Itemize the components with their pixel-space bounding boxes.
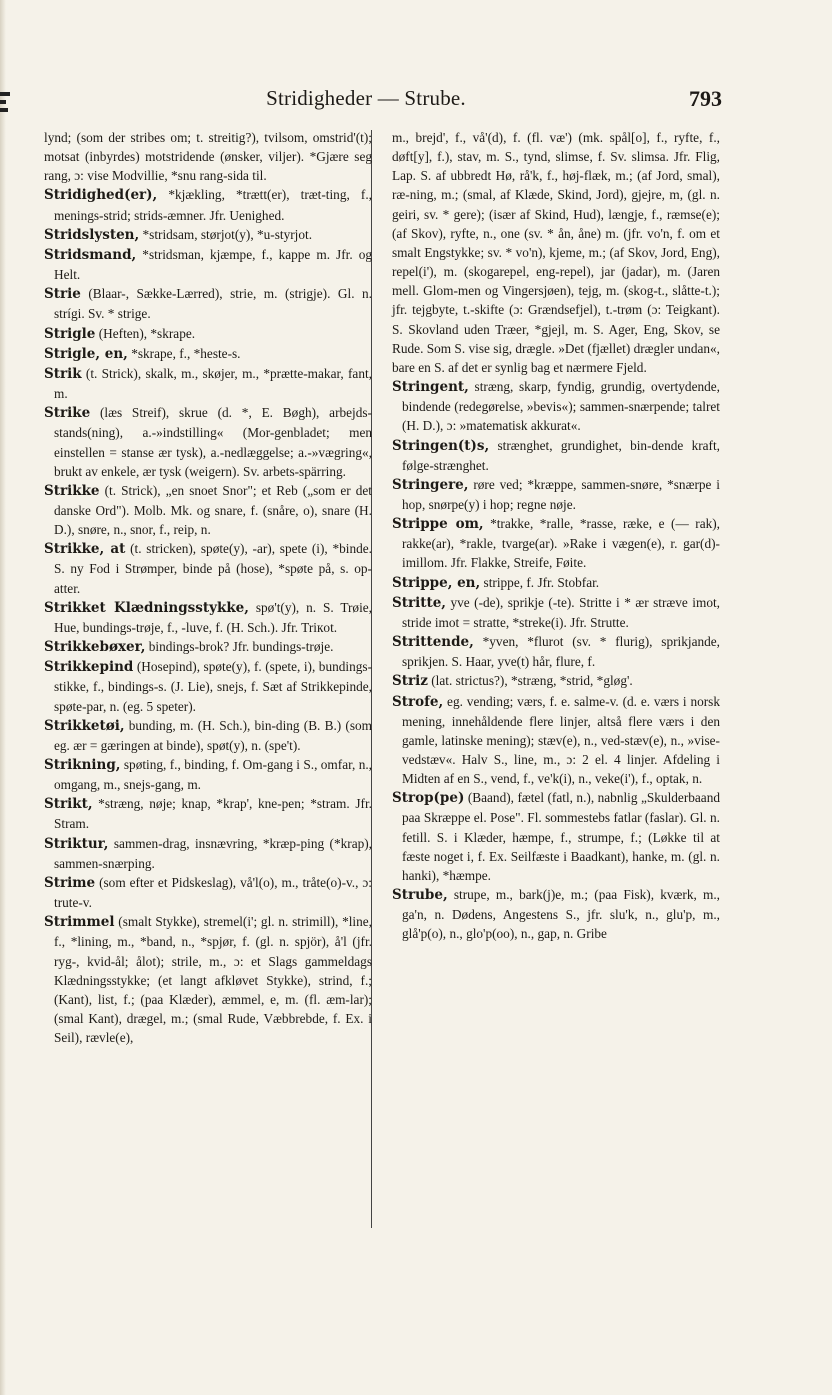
dictionary-entry <box>392 573 720 593</box>
definition-text: sammen-drag, insnævring, *kræp-ping (*krap), sammen-snærping. <box>54 835 372 871</box>
dictionary-entry <box>44 794 372 833</box>
dictionary-entry <box>44 539 372 597</box>
definition-text: *yven, *flurot (sv. * flurig), sprikjande, sprikjen. S. Haar, yve(t) hår, flure, f. <box>402 634 720 670</box>
page-header <box>0 86 832 116</box>
headword: Strike <box>44 405 91 422</box>
headword: Strittende, <box>392 634 474 651</box>
headword: Stridslysten, <box>44 226 140 243</box>
definition-text: (Hosepind), spøte(y), f. (spete, i), bundings-stikke, f., bindings-s. (J. Lie), snejs, f. Sæt af Strikkepinde, spøte-par, n. (eg. 5 speter). <box>54 659 372 714</box>
headword: Strikt, <box>44 796 93 813</box>
headword: Strigle, en, <box>44 345 128 362</box>
definition-text: (t. Strick), skalk, m., skøjer, m., *prætte-makar, fant, m. <box>54 365 372 402</box>
dictionary-entry <box>44 834 372 873</box>
definition-text: m., brejd', f., vå'(d), f. (fl. væ') (mk. spål[o], f., ryfte, f., døft[y], f.), stav, m. S., tynd, slimse, f. Sv. slimsa. Jfr. Flig, Lap. S. af ubbredt Hø, rå'k, f., høj-flæk, m.; (af Jord, smal), ræ-ning, m.; (smal, af Klæde, Skind, Jord), gjejre, m, (gl. n. geiri, sv. * gere); (især af Skind, Hud), længje, f., ræmse(e); (af Skov), ryfte, n., one (sv. * ån, åne) m. (jfr. vo'n, f. om et smalt Engstykke; sv. * vo'n), kjeme, m.; (af Skov, Jord, Eng), repel(i'), m. (skogarepel, eng-repel), jar (jadar), m. (Jaren mell. Glom-men og Vingersjøen), tejg, m. (skog-t., slåtte-t.); jfr. tejgbyte, t.-skifte (ɔ: Grændsefjel), t.-trøm (ɔ: Teigkant). S. Skovland uden Træer, *gjejl, m. S. Ager, Eng, Skov, se Rude. Som S. vise sig, drægle. »Det (fjællet) drægler undan«, bare en S. af det er synlig bag et nærmere Fjeld. <box>392 130 720 375</box>
dictionary-entry <box>392 436 720 475</box>
dictionary-entry <box>44 225 372 245</box>
headword: Strik <box>44 365 82 382</box>
definition-text: bunding, m. (H. Sch.), bin-ding (B. B.) (som eg. ær = gæringen at binde), spøt(y), n. (spe't). <box>54 717 372 753</box>
headword: Strippe om, <box>392 516 484 533</box>
definition-text: strupe, m., bark(j)e, m.; (paa Fisk), kværk, m., ga'n, n. Dødens, Angestens S., jfr. slu'k, n., glu'p, m., glå'p(o), n., glo'p(oo), n., gap, n. Gribe <box>402 887 720 942</box>
headword: Strikkepind <box>44 659 134 676</box>
dictionary-entry <box>392 692 720 789</box>
definition-text: eg. vending; værs, f. e. salme-v. (d. e. værs i norsk mening, innehåldende flere linjer, altså flere værs i den gamle, latinske mening); stæv(e), n., ved-stæv(e), n., »vise-vedstæv«. Halv S., line, m., ɔ: 2 el. 4 linjer. Afdeling i Midten af en S., vend, f., ve'k(i), n., veke(i'), f., optak, n. <box>402 693 720 787</box>
definition-text: (t. Strick), „en snoet Snor"; et Reb („som er det danske Ord"). Molb. Mk. og snare, f. (snåre, o), snare (H. D.), snøre, n., snor, f., reip, n. <box>54 482 372 538</box>
headword: Strofe, <box>392 693 444 710</box>
running-title: Stridigheder — Strube. <box>266 86 466 110</box>
headword: Striz <box>392 673 428 690</box>
definition-text: spø't(y), n. S. Trøie, Hue, bundings-trøje, f., -luve, f. (H. Sch.). Jfr. Triкot. <box>54 599 372 635</box>
dictionary-entry <box>44 755 372 794</box>
headword: Stringere, <box>392 476 469 493</box>
headword: Strikketøi, <box>44 717 125 734</box>
dictionary-entry <box>392 593 720 632</box>
headword: Strigle <box>44 325 96 342</box>
definition-text: *trakke, *ralle, *rasse, ræke, e (— rak), rakke(ar), *rakle, tvarge(ar). »Rake i vægen(e), r. gar(d)-imillom. Jfr. Flakke, Streife, Føite. <box>402 516 721 571</box>
headword: Strikket Klædningsstykke, <box>44 599 249 616</box>
headword: Strie <box>44 286 81 303</box>
dictionary-entry <box>392 788 720 885</box>
definition-text: (lat. strictus?), *stræng, *strid, *gløg'. <box>427 673 633 689</box>
dictionary-entry <box>44 324 372 344</box>
dictionary-entry <box>44 873 372 912</box>
headword: Striktur, <box>44 835 109 852</box>
headword: Strube, <box>392 887 448 904</box>
headword: Strikke <box>44 482 100 499</box>
definition-text: *stridsman, kjæmpe, f., kappe m. Jfr. og Helt. <box>54 246 372 283</box>
definition-text: (som efter et Pidskeslag), vå'l(o), m., tråte(o)-v., ɔ: trute-v. <box>54 874 372 911</box>
definition-text: lynd; (som der stribes om; t. streitig?), tvilsom, omstrid'(t); motsat (inbyrdes) motstridende (ønsker, viljer). *Gjære seg rang, ɔ: vise Modvillie, *snu rang-sida til. <box>44 130 372 184</box>
headword: Stridsmand, <box>44 246 137 263</box>
headword: Strikning, <box>44 757 121 773</box>
definition-text: *kjækling, *trætt(er), træt-ting, f., menings-strid; strids-æmner. Jfr. Uenighed. <box>54 187 372 223</box>
definition-text: (læs Streif), skrue (d. *, E. Bøgh), arbejds-stands(ning), a.-»indstilling« (Mor-genbladet; men einstellen = stanse ær tysk), a.-nedlæggelse; a.-»vægring«, brukt av enkele, ær tysk (weigern). Sv. arbets-spärring. <box>54 405 372 479</box>
definition-text: spøting, f., binding, f. Om-gang i S., omfar, n., omgang, m., snejs-gang, m. <box>54 757 372 793</box>
right-column <box>392 128 720 944</box>
dictionary-entry <box>44 481 372 539</box>
definition-text: *stridsam, størjot(y), *u-styrjot. <box>139 226 313 242</box>
definition-text: *skrape, f., *heste-s. <box>127 345 241 361</box>
dictionary-entry <box>392 514 720 572</box>
definition-text: (t. stricken), spøte(y), -ar), spete (i), *binde. S. ny Fod i Strømper, binde på (hose), *spøte på, s. op-atter. <box>54 541 372 596</box>
dictionary-entry <box>392 632 720 671</box>
dictionary-entry <box>392 475 720 514</box>
dictionary-entry <box>392 885 720 943</box>
definition-text: yve (-de), sprikje (-te). Stritte i * ær stræve imot, stride imot = stratte, *streke(i). Jfr. Strutte. <box>402 594 720 630</box>
headword: Strikke, at <box>44 541 126 558</box>
dictionary-entry <box>44 598 372 637</box>
headword: Stridighed(er), <box>44 187 158 204</box>
dictionary-entry <box>44 245 372 284</box>
dictionary-entry <box>44 185 372 224</box>
definition-text: røre ved; *kræppe, sammen-snøre, *snærpe i hop, snørpe(y) i hop; regne nøje. <box>402 476 720 512</box>
definition-text: *stræng, nøje; knap, *krap', kne-pen; *stram. Jfr. Stram. <box>54 796 372 832</box>
dictionary-entry <box>44 403 372 481</box>
definition-text: stræng, skarp, fyndig, grundig, overtydende, bindende (redegørelse, »bevis«); sammen-snærpende; talret (H. D.), ɔ: »matematisk akkurat«. <box>402 379 720 434</box>
definition-text: strænghet, grundighet, bin-dende kraft, følge-strænghet. <box>402 437 720 473</box>
headword: Strime <box>44 874 96 891</box>
definition-text: bindings-brok? Jfr. bundings-trøje. <box>145 639 334 655</box>
page-edge <box>0 0 6 1395</box>
definition-text: strippe, f. Jfr. Stobfar. <box>480 574 600 590</box>
dictionary-entry <box>44 284 372 323</box>
dictionary-entry <box>44 637 372 657</box>
headword: Strikkebøxer, <box>44 639 146 656</box>
entry-continuation <box>392 128 720 377</box>
headword: Strop(pe) <box>392 790 465 807</box>
definition-text: (Baand), fætel (fatl, n.), nabnlig „Skulderbaand paa Skræppe el. Pose". Fl. sommestebs fatlar (faslar). Gl. n. fetill. S. i Klæder, hæmpe, f., strumpe, f.; (Løkke til at fæste noget i, f. Ex. Seilfæste i Baadkant), hanke, m. (gl. n. hanki), *hæmpe. <box>402 790 720 883</box>
entry-continuation <box>44 128 372 185</box>
dictionary-entry <box>392 377 720 435</box>
dictionary-entry <box>44 364 372 403</box>
headword: Stritte, <box>392 594 446 611</box>
headword: Stringent, <box>392 379 469 396</box>
definition-text: (smalt Stykke), stremel(i'; gl. n. strimill), *line, f., *lining, m., *band, n., *spjør, f. (gl. n. spjör), å'l (jfr. ryg-, kvid-ål; ålot); strile, m., ɔ: et Slags gammeldags Klædningsstykke; (et langt afkløvet Stykke), strind, f.; (Kant), list, f.; (paa Klæder), æmmel, e, m. (fl. æm-lar); (smal Kant), drægel, m.; (smal Rude, Væbbrebde, f. Ex. i Seil), rævle(e), <box>54 914 372 1046</box>
headword: Strippe, en, <box>392 574 481 591</box>
headword: Stringen(t)s, <box>392 437 490 454</box>
dictionary-entry <box>44 716 372 755</box>
page-number: 793 <box>689 86 722 111</box>
headword: Strimmel <box>44 914 115 931</box>
dictionary-entry <box>44 912 372 1047</box>
left-column <box>44 128 372 1047</box>
dictionary-entry <box>392 671 720 691</box>
definition-text: (Heften), *skrape. <box>95 325 196 341</box>
dictionary-entry <box>44 344 372 364</box>
definition-text: (Blaar-, Sække-Lærred), strie, m. (strigje). Gl. n. strígi. Sv. * strige. <box>54 286 372 322</box>
dictionary-entry <box>44 657 372 715</box>
